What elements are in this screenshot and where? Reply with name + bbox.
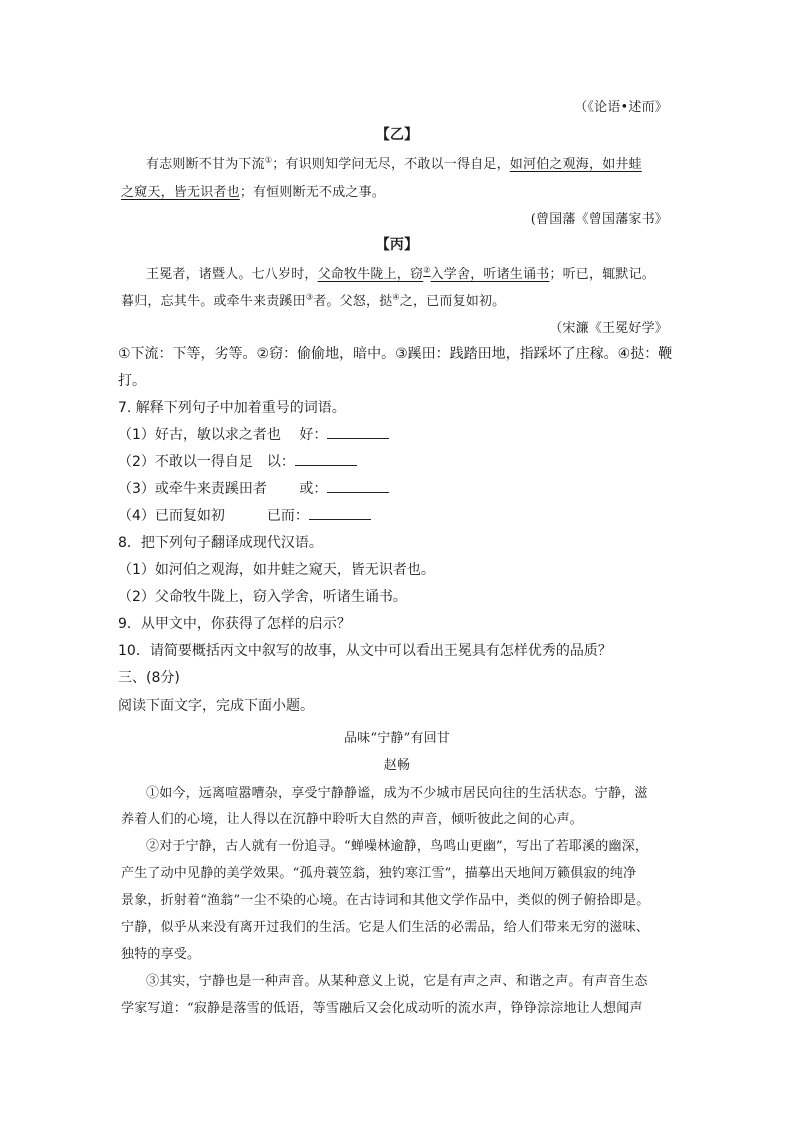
yi-heading: 【乙】 xyxy=(375,127,419,143)
underlined-phrase: 如河伯之观海，如井蛙 xyxy=(509,157,642,172)
question-7: 7. 解释下列句子中加着重号的词语。 xyxy=(118,400,346,416)
note-ref-2: ② xyxy=(423,265,431,275)
question-10: 10．请简要概括丙文中叙写的故事，从文中可以看出王冕具有怎样优秀的品质？ xyxy=(118,643,612,659)
question-8-1: （1）如河伯之观海，如井蛙之窥天，皆无识者也。 xyxy=(118,562,435,578)
question-7-3: （3）或牵牛来责蹊田者 或： xyxy=(118,478,389,498)
bing-paragraph-line-2: 暮归，忘其牛。或牵牛来责蹊田③者。父怒，挞④之，已而复如初。 xyxy=(121,292,506,309)
question-7-2: （2）不敢以一得自足 以： xyxy=(118,451,357,471)
answer-blank[interactable] xyxy=(327,478,389,493)
article-p3-line-1: ③其实，宁静也是一种声音。从某种意义上说，它是有声之声、和谐之声。有声音生态 xyxy=(146,974,648,989)
bing-source: （宋濂《王冕好学》 xyxy=(549,321,668,336)
question-7-4: （4）已而复如初 已而： xyxy=(118,505,371,525)
note-ref-1: ① xyxy=(264,155,273,165)
question-9: 9．从甲文中，你获得了怎样的启示？ xyxy=(118,616,351,632)
article-p2-line-4: 宁静，似乎从来没有离开过我们的生活。它是人们生活的必需品，给人们带来无穷的滋味、 xyxy=(121,920,650,935)
footnotes-line-2: 打。 xyxy=(118,373,146,389)
article-p3-line-2: 学家写道：“寂静是落雪的低语，等雪融后又会化成动听的流水声，铮铮淙淙地让人想闻声 xyxy=(121,1001,643,1016)
note-ref-3: ③ xyxy=(305,292,314,302)
question-8-2: （2）父命牧牛陇上，窃入学舍，听诸生诵书。 xyxy=(118,589,407,605)
section-3-heading: 三、(8分) xyxy=(118,670,180,686)
article-author: 赵畅 xyxy=(383,758,411,773)
answer-blank[interactable] xyxy=(309,505,371,520)
answer-blank[interactable] xyxy=(327,424,389,439)
question-7-1: （1）好古，敏以求之者也 好： xyxy=(118,424,389,444)
article-p2-line-5: 独特的享受。 xyxy=(121,947,201,962)
article-p2-line-3: 景象，折射着“渔翁”一尘不染的心境。在古诗词和其他文学作品中，类似的例子俯拾即是。 xyxy=(121,893,650,908)
jia-source: （《论语•述而》 xyxy=(574,100,668,115)
footnotes-line-1: ①下流：下等，劣等。②窃：偷偷地，暗中。③蹊田：践踏田地，指踩坏了庄稼。④挞：鞭 xyxy=(118,346,673,362)
bing-heading: 【丙】 xyxy=(375,237,419,253)
article-p1-line-1: ①如今，远离喧嚣嘈杂，享受宁静静谧，成为不少城市居民向往的生活状态。宁静，滋 xyxy=(146,786,648,801)
section-3-intro: 阅读下面文字，完成下面小题。 xyxy=(118,698,314,714)
underlined-phrase: 之窥天，皆无识者也 xyxy=(121,185,240,200)
article-title: 品味“宁静”有回甘 xyxy=(343,731,451,746)
yi-paragraph-line-1: 有志则断不甘为下流①；有识则知学问无尽，不敢以一得自足，如河伯之观海，如井蛙 xyxy=(146,155,642,172)
yi-paragraph-line-2: 之窥天，皆无识者也；有恒则断无不成之事。 xyxy=(121,185,386,200)
question-8: 8．把下列句子翻译成现代汉语。 xyxy=(118,535,323,551)
note-ref-4: ④ xyxy=(392,292,400,302)
underlined-phrase: 父命牧牛陇上，窃 xyxy=(317,267,424,282)
article-p1-line-2: 养着人们的心境，让人得以在沉静中聆听大自然的声音，倾听彼此之间的心声。 xyxy=(121,812,584,827)
yi-source: (曾国藩《曾国藩家书》 xyxy=(530,212,668,227)
article-p2-line-1: ②对于宁静，古人就有一份追寻。“蝉噪林逾静，鸟鸣山更幽”，写出了若耶溪的幽深， xyxy=(146,839,649,854)
article-p2-line-2: 产生了动中见静的美学效果。“孤舟蓑笠翁，独钓寒江雪”，描摹出天地间万籁俱寂的纯净 xyxy=(121,866,637,881)
bing-paragraph-line-1: 王冕者，诸暨人。七八岁时，父命牧牛陇上，窃②入学舍，听诸生诵书；听已，辄默记。 xyxy=(146,265,656,282)
answer-blank[interactable] xyxy=(295,451,357,466)
underlined-phrase: 入学舍，听诸生诵书 xyxy=(430,267,550,282)
